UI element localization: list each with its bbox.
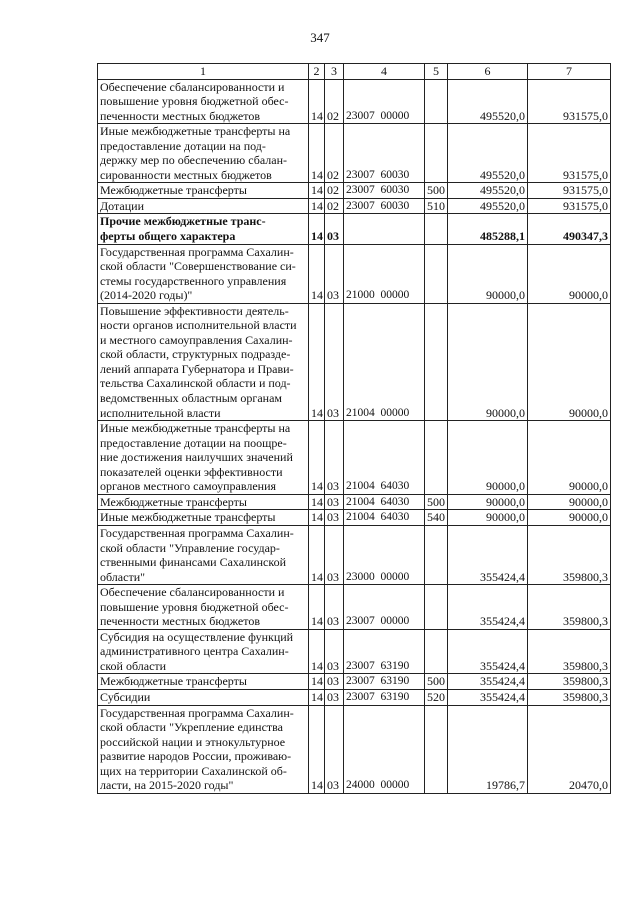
row-expense-type: 520 [425,689,448,705]
row-subsection: 03 [325,585,344,630]
row-amount-year2: 359800,3 [528,674,611,690]
row-target-article: 21000 00000 [344,244,425,303]
row-section: 14 [309,198,325,214]
header-col-1: 1 [98,64,309,80]
row-amount-year2: 90000,0 [528,494,611,510]
row-subsection: 02 [325,79,344,124]
row-expense-type [425,705,448,793]
row-amount-year2: 931575,0 [528,79,611,124]
table-row [98,494,611,510]
row-target-article: 23007 60030 [344,198,425,214]
row-name: Межбюджетные трансферты [98,674,309,690]
row-subsection: 03 [325,705,344,793]
row-expense-type: 500 [425,674,448,690]
row-subsection: 02 [325,124,344,183]
row-subsection: 03 [325,244,344,303]
row-subsection: 03 [325,510,344,526]
row-name: Субсидии [98,689,309,705]
row-amount-year1: 90000,0 [448,421,528,495]
row-expense-type [425,124,448,183]
row-section: 14 [309,689,325,705]
row-name: Субсидия на осуществление функций административного центра Сахалин- ской области [98,629,309,674]
row-amount-year1: 90000,0 [448,494,528,510]
row-section: 14 [309,585,325,630]
table-row [98,705,611,793]
table-row [98,421,611,495]
row-amount-year1: 355424,4 [448,689,528,705]
row-target-article: 24000 00000 [344,705,425,793]
row-amount-year1: 495520,0 [448,79,528,124]
row-section: 14 [309,510,325,526]
row-amount-year2: 359800,3 [528,525,611,584]
row-name: Межбюджетные трансферты [98,494,309,510]
row-expense-type [425,79,448,124]
row-amount-year1: 355424,4 [448,629,528,674]
row-section: 14 [309,629,325,674]
row-section: 14 [309,494,325,510]
row-amount-year1: 485288,1 [448,214,528,244]
table-row [98,183,611,199]
row-expense-type [425,421,448,495]
row-target-article: 23007 00000 [344,585,425,630]
row-amount-year2: 931575,0 [528,183,611,199]
row-target-article: 23000 00000 [344,525,425,584]
row-target-article: 23007 60030 [344,124,425,183]
header-col-2: 2 [309,64,325,80]
table-body [98,79,611,793]
row-amount-year1: 355424,4 [448,525,528,584]
row-amount-year2: 490347,3 [528,214,611,244]
row-amount-year2: 90000,0 [528,421,611,495]
row-target-article: 23007 00000 [344,79,425,124]
row-name: Иные межбюджетные трансферты [98,510,309,526]
row-section: 14 [309,674,325,690]
row-amount-year1: 90000,0 [448,244,528,303]
row-subsection: 03 [325,214,344,244]
table-row [98,198,611,214]
row-amount-year2: 931575,0 [528,124,611,183]
row-amount-year1: 495520,0 [448,124,528,183]
row-subsection: 02 [325,198,344,214]
page-number: 347 [310,30,330,45]
header-col-7: 7 [528,64,611,80]
row-expense-type [425,244,448,303]
row-target-article: 23007 63190 [344,674,425,690]
row-subsection: 02 [325,183,344,199]
row-subsection: 03 [325,629,344,674]
row-section: 14 [309,705,325,793]
table-row [98,124,611,183]
row-amount-year2: 90000,0 [528,244,611,303]
row-amount-year1: 90000,0 [448,510,528,526]
table-row [98,689,611,705]
row-subsection: 03 [325,494,344,510]
row-amount-year1: 90000,0 [448,303,528,420]
row-name: Повышение эффективности деятель- ности органов исполнительной власти и местного самоуправления Сахалин- ской области, структурных подразде- лений аппарата Губернатора и Прави- тельства Сахалинской области и под- ведомственных областным органам исполнительной власти [98,303,309,420]
table-row [98,629,611,674]
row-expense-type [425,585,448,630]
row-expense-type [425,629,448,674]
budget-table [97,63,611,794]
table-row [98,525,611,584]
row-target-article: 21004 64030 [344,510,425,526]
row-section: 14 [309,244,325,303]
row-name: Государственная программа Сахалин- ской области "Укрепление единства российской нации и этнокультурное развитие народов России, проживаю- щих на территории Сахалинской об- ласти, на 2015-2020 годы" [98,705,309,793]
table-row [98,674,611,690]
row-expense-type [425,303,448,420]
header-col-4: 4 [344,64,425,80]
row-amount-year1: 495520,0 [448,183,528,199]
row-amount-year2: 359800,3 [528,585,611,630]
row-target-article: 23007 60030 [344,183,425,199]
table-row [98,510,611,526]
row-subsection: 03 [325,303,344,420]
row-name: Обеспечение сбалансированности и повышение уровня бюджетной обес- печенности местных бюджетов [98,79,309,124]
table-row [98,214,611,244]
row-target-article: 21004 00000 [344,303,425,420]
row-amount-year2: 20470,0 [528,705,611,793]
row-amount-year1: 19786,7 [448,705,528,793]
row-expense-type [425,214,448,244]
row-amount-year1: 495520,0 [448,198,528,214]
header-col-3: 3 [325,64,344,80]
row-name: Иные межбюджетные трансферты на предоставление дотации на под- держку мер по обеспечению сбалан- сированности местных бюджетов [98,124,309,183]
row-name: Государственная программа Сахалин- ской области "Управление государ- ственными финансами Сахалинской области" [98,525,309,584]
row-amount-year1: 355424,4 [448,585,528,630]
header-col-6: 6 [448,64,528,80]
header-row [98,64,611,80]
row-section: 14 [309,214,325,244]
row-amount-year2: 931575,0 [528,198,611,214]
row-amount-year1: 355424,4 [448,674,528,690]
row-expense-type: 540 [425,510,448,526]
row-section: 14 [309,183,325,199]
table-row [98,303,611,420]
row-amount-year2: 90000,0 [528,303,611,420]
row-section: 14 [309,124,325,183]
row-target-article: 21004 64030 [344,494,425,510]
row-subsection: 03 [325,421,344,495]
row-expense-type: 510 [425,198,448,214]
row-target-article [344,214,425,244]
row-target-article: 21004 64030 [344,421,425,495]
row-amount-year2: 90000,0 [528,510,611,526]
row-name: Государственная программа Сахалин- ской области "Совершенствование си- стемы государственного управления (2014-2020 годы)" [98,244,309,303]
header-col-5: 5 [425,64,448,80]
row-name: Прочие межбюджетные транс- ферты общего характера [98,214,309,244]
row-section: 14 [309,421,325,495]
table-row [98,585,611,630]
table-row [98,79,611,124]
row-amount-year2: 359800,3 [528,689,611,705]
row-expense-type: 500 [425,494,448,510]
row-amount-year2: 359800,3 [528,629,611,674]
row-subsection: 03 [325,689,344,705]
row-section: 14 [309,525,325,584]
row-section: 14 [309,303,325,420]
row-target-article: 23007 63190 [344,629,425,674]
row-section: 14 [309,79,325,124]
row-expense-type [425,525,448,584]
row-name: Иные межбюджетные трансферты на предоставление дотации на поощре- ние достижения наилучших значений показателей оценки эффективности органов местного самоуправления [98,421,309,495]
row-expense-type: 500 [425,183,448,199]
row-target-article: 23007 63190 [344,689,425,705]
row-subsection: 03 [325,525,344,584]
row-name: Межбюджетные трансферты [98,183,309,199]
row-name: Обеспечение сбалансированности и повышение уровня бюджетной обес- печенности местных бюджетов [98,585,309,630]
row-subsection: 03 [325,674,344,690]
row-name: Дотации [98,198,309,214]
table-row [98,244,611,303]
